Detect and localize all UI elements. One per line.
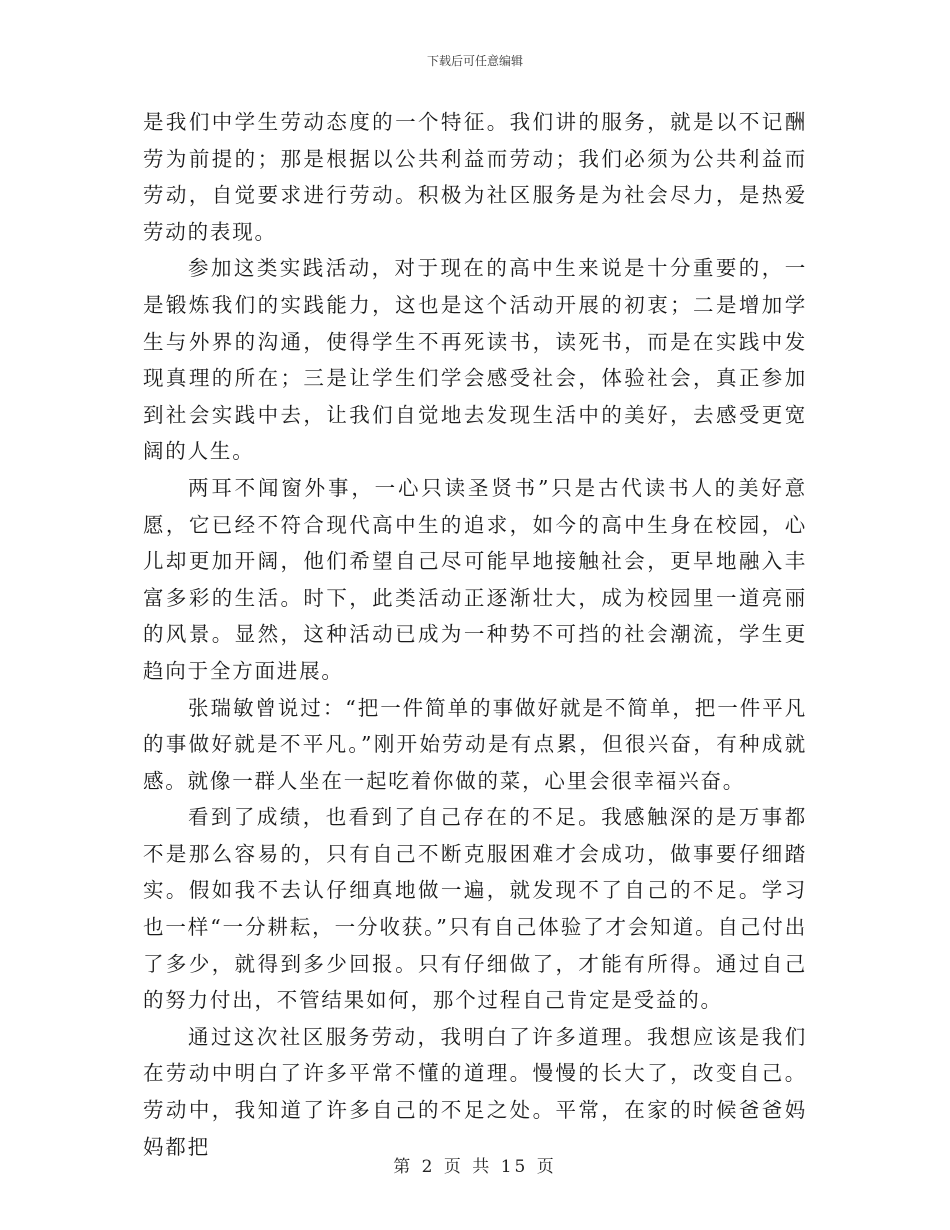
- paragraph-3: 两耳不闻窗外事，一心只读圣贤书”只是古代读书人的美好意愿，它已经不符合现代高中生的追求，如今的高中生身在校园，心儿却更加开阔，他们希望自己尽可能早地接触社会，更早地融入丰富多彩的生活。时下，此类活动正逐渐壮大，成为校园里一道亮丽的风景。显然，这种活动已成为一种势不可挡的社会潮流，学生更趋向于全方面进展。: [143, 475, 807, 683]
- paragraph-5: 看到了成绩，也看到了自己存在的不足。我感触深的是万事都不是那么容易的，只有自己不断克服困难才会成功，做事要仔细踏实。假如我不去认仔细真地做一遍，就发现不了自己的不足。学习也一样“一分耕耘，一分收获。”只有自己体验了才会知道。自己付出了多少，就得到多少回报。只有仔细做了，才能有所得。通过自己的努力付出，不管结果如何，那个过程自己肯定是受益的。: [143, 805, 807, 1013]
- paragraph-2: 参加这类实践活动，对于现在的高中生来说是十分重要的，一是锻炼我们的实践能力，这也是这个活动开展的初衷；二是增加学生与外界的沟通，使得学生不再死读书，读死书，而是在实践中发现真理的所在；三是让学生们学会感受社会，体验社会，真正参加到社会实践中去，让我们自觉地去发现生活中的美好，去感受更宽阔的人生。: [143, 256, 807, 464]
- paragraph-6: 通过这次社区服务劳动，我明白了许多道理。我想应该是我们在劳动中明白了许多平常不懂的道理。慢慢的长大了，改变自己。劳动中，我知道了许多自己的不足之处。平常，在家的时候爸爸妈妈都把: [143, 1024, 807, 1159]
- document-body: [143, 104, 807, 1165]
- paragraph-1: 是我们中学生劳动态度的一个特征。我们讲的服务，就是以不记酬劳为前提的；那是根据以公共利益而劳动；我们必须为公共利益而劳动，自觉要求进行劳动。积极为社区服务是为社会尽力，是热爱劳动的表现。: [143, 110, 807, 244]
- paragraph-4: 张瑞敏曾说过：“把一件简单的事做好就是不简单，把一件平凡的事做好就是不平凡。”刚开始劳动是有点累，但很兴奋，有种成就感。就像一群人坐在一起吃着你做的菜，心里会很幸福兴奋。: [143, 695, 807, 793]
- header-note: 下载后可任意编辑: [426, 54, 523, 68]
- page-number-footer: 第 2 页 共 15 页: [393, 1157, 557, 1177]
